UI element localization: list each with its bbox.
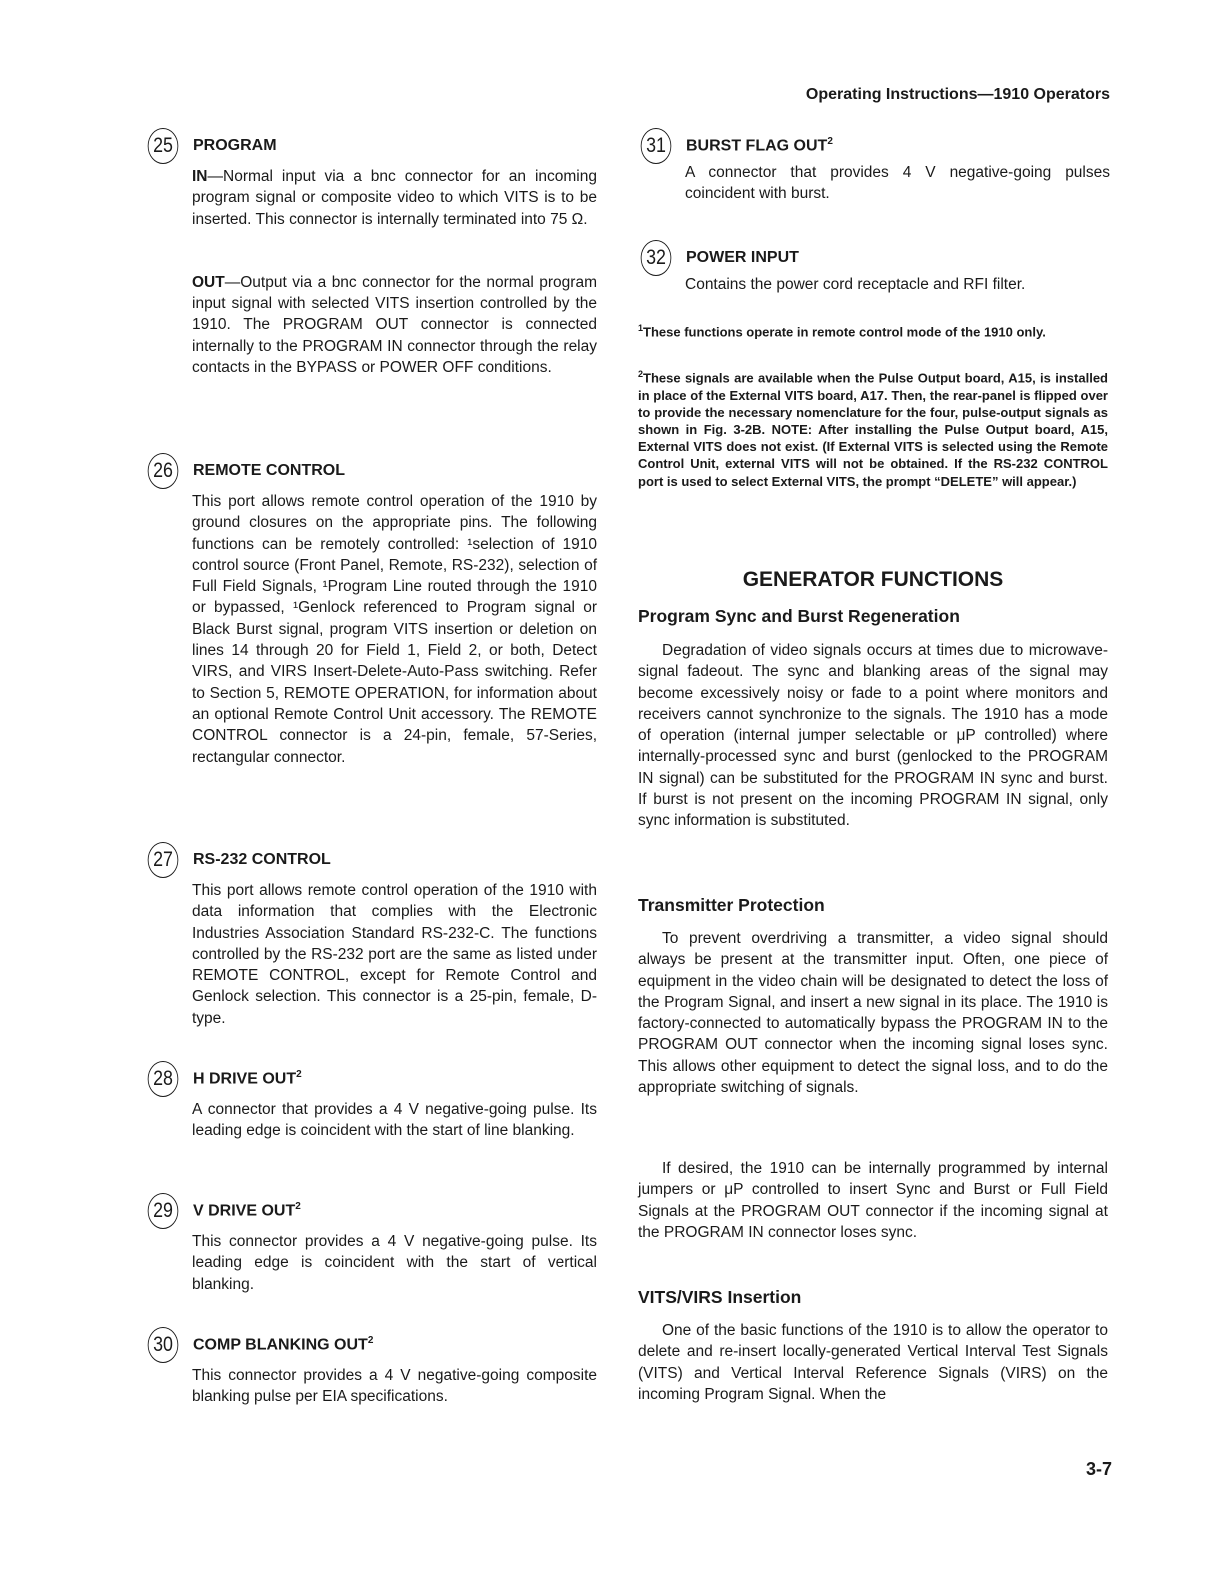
item-28-h-drive-out — [145, 1061, 597, 1142]
program-in-desc: IN—Normal input via a bnc connector for an incoming program signal or composite video to which VITS is to be inserted. This connector is internally terminated into 75 Ω. — [192, 168, 597, 228]
item-text: This port allows remote control operation of the 1910 by ground closures on the appropriate pins. The following functions can be remotely controlled: ¹selection of 1910 control source (Front Panel, Remote, RS-232), selection of Full Field Signals, ¹Program Line routed through the 1910 or bypassed, ¹Genlock referenced to Program signal or Black Burst signal, program VITS insertion or deletion on lines 14 through 20 for Field 1, Field 2, or both, Detect VIRS, and VIRS Insert-Delete-Auto-Pass switching. Refer to Section 5, REMOTE OPERATION, for information about an optional Remote Control Unit accessory. The REMOTE CONTROL connector is a 24-pin, female, 57-Series, rectangular connector. — [192, 493, 597, 766]
item-25-program — [145, 128, 597, 378]
item-title: BURST FLAG OUT$^2$ — [686, 136, 833, 155]
callout-number: 25 — [148, 128, 179, 164]
footnote-2: $^2$These signals are available when the Pulse Output board, A15, is installed in place of the External VITS board, A17. Then, the rear-panel is flipped over to provide the necessary nomenclature for the four, pulse-output signals as shown in Fig. 3-2B. NOTE: After installing the Pulse Output board, A15, External VITS does not exist. (If External VITS is selected using the Remote Control Unit, external VITS will not be obtained. If the RS-232 CONTROL port is used to select External VITS, the prompt “DELETE” will appear.) — [638, 369, 1108, 489]
paragraph-sync-burst: Degradation of video signals occurs at times due to microwave-signal fadeout. The sync and blanking areas of the signal may become excessively noisy or fade to a point where monitors and receivers cannot synchronize to the signals. The 1910 has a mode of operation (internal jumper selectable or μP controlled) where internally-processed sync and burst (genlocked to the PROGRAM IN signal) can be substituted for the PROGRAM IN sync and burst. If burst is not present on the incoming PROGRAM IN signal, only sync information is substituted. — [638, 642, 1108, 830]
callout-number: 30 — [148, 1327, 179, 1363]
item-text: This port allows remote control operation of the 1910 with data information that complies with the Electronic Industries Association Standard RS-232-C. The functions controlled by the RS-232 port are the same as listed under REMOTE CONTROL, except for Remote Control and Genlock selection. This connector is a 25-pin, female, D-type. — [192, 882, 597, 1027]
item-text: A connector that provides 4 V negative-going pulses coincident with burst. — [685, 164, 1110, 203]
item-text: This connector provides a 4 V negative-going composite blanking pulse per EIA specifications. — [192, 1367, 597, 1406]
item-26-remote-control — [145, 453, 597, 768]
item-title: V DRIVE OUT$^2$ — [193, 1201, 301, 1220]
item-title: H DRIVE OUT$^2$ — [193, 1069, 302, 1088]
paragraph-vits-virs: One of the basic functions of the 1910 is to allow the operator to delete and re-insert locally-generated Vertical Interval Test Signals (VITS) and Vertical Interval Reference Signals (VIRS) on the incoming Program Signal. When the — [638, 1322, 1108, 1403]
section-title: GENERATOR FUNCTIONS — [742, 568, 1004, 591]
item-title: REMOTE CONTROL — [193, 462, 345, 479]
callout-number: 29 — [148, 1193, 179, 1229]
item-title: PROGRAM — [193, 137, 277, 154]
item-29-v-drive-out — [145, 1193, 597, 1295]
item-32-power-input — [638, 240, 1110, 295]
paragraph-transmitter-1: To prevent overdriving a transmitter, a video signal should always be present at the transmitter input. Often, one piece of equipment in the video chain will be designated to detect the loss of the Program Signal, and insert a new signal in its place. The 1910 is factory-connected to automatically bypass the PROGRAM IN to the PROGRAM OUT connector when the incoming signal loses sync. This allows other equipment to detect the signal loss, and to do the appropriate switching of signals. — [638, 930, 1108, 1097]
callout-number: 28 — [148, 1061, 179, 1097]
subsection-title-vits-virs: VITS/VIRS Insertion — [638, 1287, 802, 1307]
callout-number: 32 — [641, 240, 672, 276]
subsection-title-transmitter: Transmitter Protection — [638, 895, 825, 915]
item-31-burst-flag-out — [638, 128, 1110, 205]
item-30-comp-blanking-out — [145, 1327, 597, 1408]
callout-number: 26 — [148, 453, 179, 489]
running-header: Operating Instructions—1910 Operators — [805, 86, 1110, 103]
item-27-rs232-control — [145, 842, 597, 1029]
item-title: RS-232 CONTROL — [193, 851, 331, 868]
subsection-title-sync-burst: Program Sync and Burst Regeneration — [638, 606, 960, 626]
footnote-1: $^1$These functions operate in remote control mode of the 1910 only. — [638, 323, 1046, 340]
item-title: POWER INPUT — [686, 249, 799, 266]
callout-number: 31 — [641, 128, 672, 164]
paragraph-transmitter-2: If desired, the 1910 can be internally programmed by internal jumpers or μP controlled to insert Sync and Burst or Full Field Signals at the PROGRAM OUT connector if the incoming signal at the PROGRAM IN connector loses sync. — [638, 1160, 1108, 1241]
item-title: COMP BLANKING OUT$^2$ — [193, 1335, 374, 1354]
item-text: This connector provides a 4 V negative-going pulse. Its leading edge is coincident with the start of vertical blanking. — [192, 1233, 597, 1293]
item-text: Contains the power cord receptacle and RFI filter. — [685, 276, 1026, 293]
program-out-desc: OUT—Output via a bnc connector for the normal program input signal with selected VITS insertion controlled by the 1910. The PROGRAM OUT connector is connected internally to the PROGRAM IN connector through the relay contacts in the BYPASS or POWER OFF conditions. — [192, 273, 597, 377]
callout-number: 27 — [148, 842, 179, 878]
page-number: 3-7 — [1085, 1459, 1112, 1479]
item-text: A connector that provides a 4 V negative-going pulse. Its leading edge is coincident with the start of line blanking. — [192, 1101, 597, 1140]
